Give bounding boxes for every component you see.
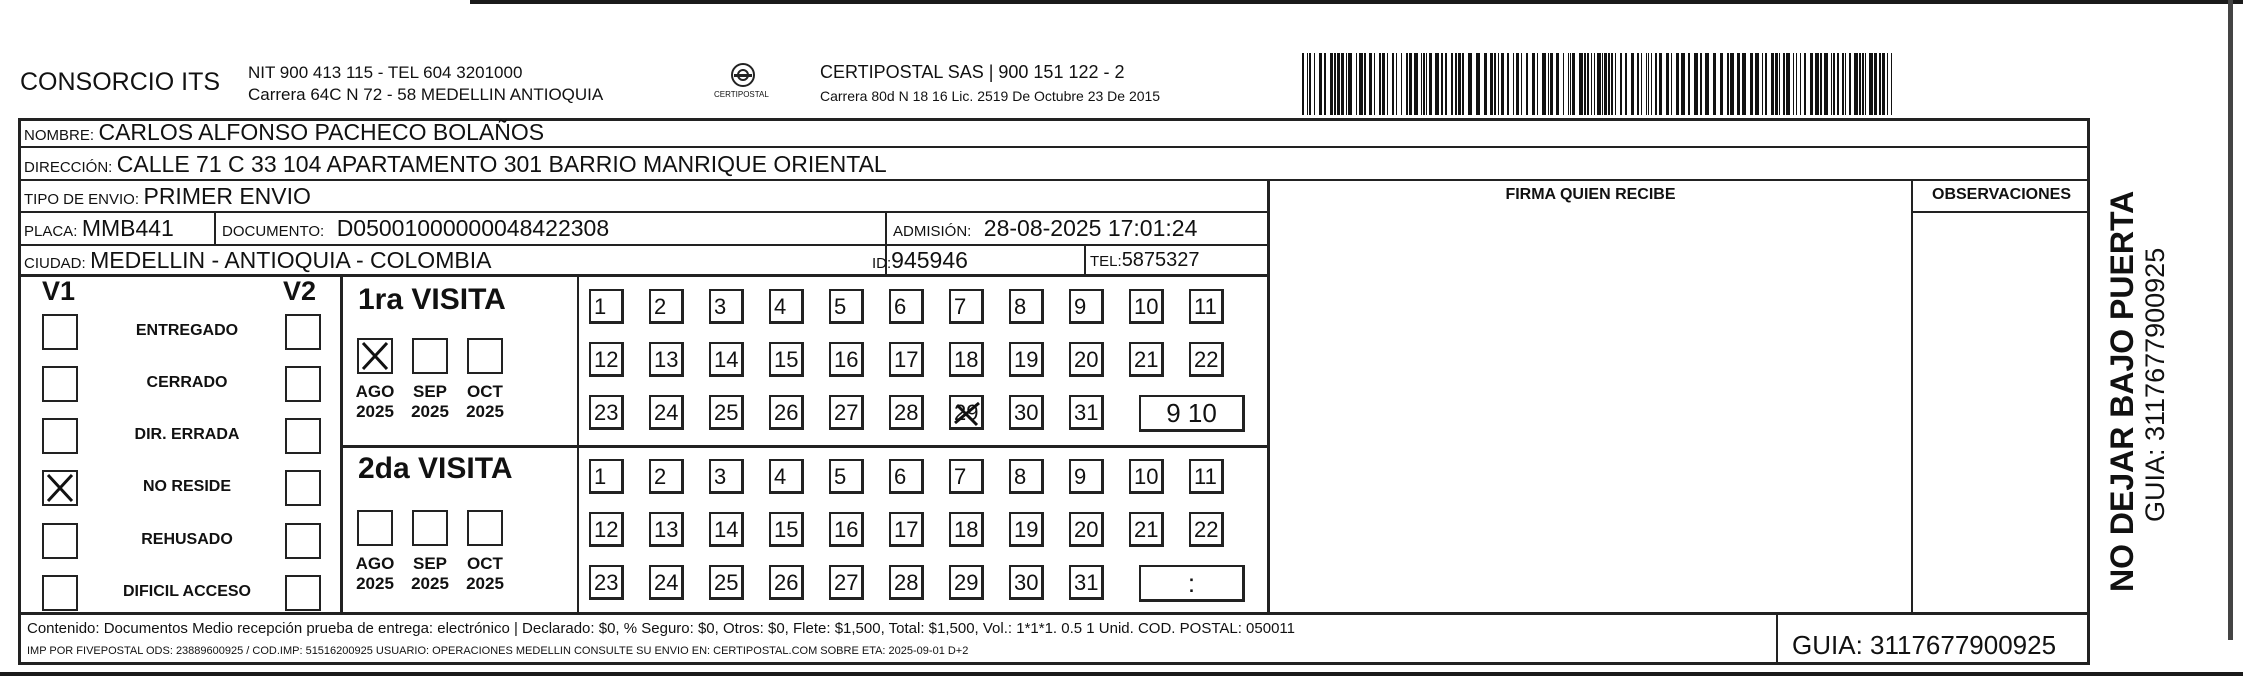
plate-label: PLACA:: [24, 223, 78, 240]
visit1-day-cell[interactable]: 4: [769, 289, 804, 324]
barcode-bar: [1730, 53, 1734, 115]
v2-checkbox[interactable]: [285, 366, 321, 402]
barcode-bar: [1521, 53, 1522, 115]
barcode-bar: [1570, 53, 1571, 115]
barcode-bar: [1455, 53, 1457, 115]
barcode-bar: [1429, 53, 1432, 115]
visit2-day-cell[interactable]: 21: [1129, 512, 1164, 547]
visit1-day-cell[interactable]: 25: [709, 395, 744, 430]
barcode-bar: [1490, 53, 1493, 115]
barcode-bar: [1637, 53, 1639, 115]
visit1-day-mark: [951, 397, 983, 434]
visit1-day-cell[interactable]: 6: [889, 289, 924, 324]
address-label: DIRECCIÓN:: [24, 159, 113, 176]
visit2-month-year: 2025: [411, 574, 449, 593]
document-label: DOCUMENTO:: [222, 223, 325, 240]
barcode-bar: [1597, 53, 1601, 115]
visit1-day-cell[interactable]: 31: [1069, 395, 1104, 430]
barcode-bar: [1631, 53, 1634, 115]
observations-header: OBSERVACIONES: [1932, 186, 2071, 203]
city-field: [24, 245, 491, 279]
barcode-bar: [1307, 53, 1308, 115]
visit2-day-cell[interactable]: 18: [949, 512, 984, 547]
barcode-bar: [1550, 53, 1553, 115]
company-nit-tel: NIT 900 413 115 - TEL 604 3201000: [248, 63, 523, 82]
footer-guide-divider: [1776, 612, 1778, 665]
visit2-month-label: AGO: [355, 554, 395, 573]
city-value: MEDELLIN - ANTIOQUIA - COLOMBIA: [90, 247, 492, 273]
visit2-day-cell[interactable]: 20: [1069, 512, 1104, 547]
barcode-bar: [1842, 53, 1844, 115]
visit1-day-cell[interactable]: 28: [889, 395, 924, 430]
visit1-month-label: OCT: [467, 382, 503, 401]
row-rule: [1912, 211, 2090, 213]
visit1-month-checkbox[interactable]: [412, 338, 448, 374]
visit2-month-checkbox[interactable]: [357, 510, 393, 546]
top-scan-edge: [470, 0, 2243, 4]
visit2-day-cell[interactable]: 31: [1069, 565, 1104, 600]
visit2-day-cell[interactable]: 6: [889, 459, 924, 494]
barcode-bar: [1324, 53, 1326, 115]
visit2-month-year: 2025: [356, 574, 394, 593]
barcode-bar: [1713, 53, 1716, 115]
barcode-bar: [1820, 53, 1822, 115]
plate-divider: [214, 211, 216, 244]
name-label: NOMBRE:: [24, 127, 95, 144]
visit2-day-cell[interactable]: 1: [589, 459, 624, 494]
visit1-day-cell[interactable]: 23: [589, 395, 624, 430]
barcode-bar: [1648, 53, 1649, 115]
barcode-bar: [1771, 53, 1774, 115]
barcode-bar: [1406, 53, 1408, 115]
tel-value: 5875327: [1121, 249, 1200, 271]
barcode-bar: [1516, 53, 1519, 115]
visit1-day-cell[interactable]: 12: [589, 342, 624, 377]
v1-checkbox[interactable]: [42, 366, 78, 402]
barcode-bar: [1374, 53, 1375, 115]
barcode-bar: [1611, 53, 1613, 115]
barcode-bar: [1688, 53, 1690, 115]
barcode-bar: [1537, 53, 1538, 115]
v2-checkbox[interactable]: [285, 470, 321, 506]
send-type-value: PRIMER ENVIO: [143, 183, 311, 209]
visit1-day-cell[interactable]: 29: [949, 395, 984, 430]
visit1-day-cell[interactable]: 27: [829, 395, 864, 430]
barcode-bar: [1382, 53, 1385, 115]
barcode-bar: [1783, 53, 1785, 115]
visit1-day-cell[interactable]: 30: [1009, 395, 1044, 430]
barcode-bar: [1604, 53, 1607, 115]
barcode-bar: [1334, 53, 1336, 115]
barcode-bar: [1620, 53, 1622, 115]
barcode-bar: [1882, 53, 1885, 115]
barcode-bar: [1476, 53, 1480, 115]
recipient-address: CALLE 71 C 33 104 APARTAMENTO 301 BARRIO MANRIQUE ORIENTAL: [116, 151, 887, 177]
barcode-bar: [1314, 53, 1315, 115]
visit2-day-cell[interactable]: 28: [889, 565, 924, 600]
visit1-day-cell[interactable]: 16: [829, 342, 864, 377]
barcode-bar: [1676, 53, 1679, 115]
barcode-bar: [1484, 53, 1487, 115]
admission-value: 28-08-2025 17:01:24: [983, 215, 1198, 241]
id-field: [872, 245, 968, 279]
barcode-bar: [1879, 53, 1881, 115]
status-option-label: REHUSADO: [141, 531, 233, 548]
visit2-day-cell[interactable]: 5: [829, 459, 864, 494]
v2-checkbox[interactable]: [285, 314, 321, 350]
visit2-day-cell[interactable]: 2: [649, 459, 684, 494]
visit2-day-cell[interactable]: 11: [1189, 459, 1224, 494]
barcode-bar: [1594, 53, 1595, 115]
barcode-bar: [1501, 53, 1504, 115]
visit2-day-cell[interactable]: 29: [949, 565, 984, 600]
v2-label: V2: [283, 276, 317, 306]
barcode-bar: [1666, 53, 1669, 115]
visit1-day-cell[interactable]: 24: [649, 395, 684, 430]
barcode-bar: [1720, 53, 1723, 115]
barcode-bar: [1556, 53, 1559, 115]
barcode-bar: [1762, 53, 1763, 115]
barcode-bar: [1462, 53, 1464, 115]
certipostal-logo: [708, 58, 778, 104]
barcode-bar: [1572, 53, 1575, 115]
tracking-barcode: [1302, 53, 1895, 115]
barcode-bar: [1641, 53, 1642, 115]
barcode-bar: [1705, 53, 1709, 115]
visit2-day-cell[interactable]: 23: [589, 565, 624, 600]
visit2-day-cell[interactable]: 9: [1069, 459, 1104, 494]
document-value: D05001000000048422308: [336, 215, 610, 241]
visit1-month-label: SEP: [412, 382, 448, 401]
barcode-bar: [1681, 53, 1685, 115]
visit1-day-cell[interactable]: 14: [709, 342, 744, 377]
visit1-day-cell[interactable]: 7: [949, 289, 984, 324]
logo-text: CERTIPOSTAL: [714, 90, 769, 99]
visit1-day-cell[interactable]: 22: [1189, 342, 1224, 377]
visit2-day-cell[interactable]: 30: [1009, 565, 1044, 600]
footer-content: Contenido: Documentos Medio recepción prueba de entrega: electrónico | Declarado: $0, % Seguro: $0, Otros: $0, Flete: $1,500, Total: $1,500, Vol.: 1*1*1. 0.5 1 Unid. COD. POSTAL: 050011: [27, 620, 1295, 637]
barcode-bar: [1548, 53, 1549, 115]
barcode-bar: [1414, 53, 1418, 115]
visit2-day-cell[interactable]: 27: [829, 565, 864, 600]
barcode-bar: [1507, 53, 1509, 115]
visit2-day-cell[interactable]: 22: [1189, 512, 1224, 547]
barcode-bar: [1458, 53, 1461, 115]
visit1-day-cell[interactable]: 5: [829, 289, 864, 324]
barcode-bar: [1364, 53, 1366, 115]
visit1-day-cell[interactable]: 21: [1129, 342, 1164, 377]
visit2-day-cell[interactable]: 12: [589, 512, 624, 547]
carrier-address: Carrera 80d N 18 16 Lic. 2519 De Octubre 23 De 2015: [820, 88, 1161, 104]
v1-checkbox[interactable]: [42, 523, 78, 559]
v1-checkbox[interactable]: [42, 470, 78, 506]
recipient-name: CARLOS ALFONSO PACHECO BOLAÑOS: [98, 119, 545, 145]
barcode-bar: [1341, 53, 1344, 115]
status-option-label: NO RESIDE: [142, 478, 231, 495]
barcode-bar: [1775, 53, 1778, 115]
visit2-day-cell[interactable]: 16: [829, 512, 864, 547]
visit2-day-cell[interactable]: 19: [1009, 512, 1044, 547]
barcode-bar: [1369, 53, 1372, 115]
visit1-month-checkbox[interactable]: [467, 338, 503, 374]
visit1-month-label: AGO: [355, 382, 395, 401]
v1-checkbox[interactable]: [42, 575, 78, 611]
name-row: [24, 118, 544, 150]
barcode-bar: [1568, 53, 1569, 115]
barcode-bar: [1302, 53, 1304, 115]
status-option-label: DIR. ERRADA: [134, 426, 240, 443]
barcode-bar: [1727, 53, 1729, 115]
barcode-bar: [1671, 53, 1672, 115]
barcode-bar: [1869, 53, 1873, 115]
barcode-bar: [1765, 53, 1767, 115]
visit1-day-cell[interactable]: 15: [769, 342, 804, 377]
visit1-day-cell[interactable]: 2: [649, 289, 684, 324]
barcode-bar: [1309, 53, 1311, 115]
v1-checkbox[interactable]: [42, 418, 78, 454]
barcode-bar: [1435, 53, 1439, 115]
barcode-bar: [1579, 53, 1583, 115]
status-option-label: ENTREGADO: [135, 322, 239, 339]
barcode-bar: [1348, 53, 1352, 115]
visit2-day-cell[interactable]: 24: [649, 565, 684, 600]
barcode-bar: [1845, 53, 1846, 115]
barcode-bar: [1591, 53, 1592, 115]
barcode-bar: [1804, 53, 1806, 115]
barcode-bar: [1563, 53, 1564, 115]
status-option-label: DIFICIL ACCESO: [122, 583, 251, 600]
barcode-bar: [1526, 53, 1528, 115]
barcode-bar: [1584, 53, 1586, 115]
city-label: CIUDAD:: [24, 255, 86, 272]
visit2-day-cell[interactable]: 26: [769, 565, 804, 600]
barcode-bar: [1359, 53, 1363, 115]
visit1-day-cell[interactable]: 17: [889, 342, 924, 377]
barcode-bar: [1451, 53, 1453, 115]
visit2-day-cell[interactable]: 17: [889, 512, 924, 547]
barcode-bar: [1330, 53, 1333, 115]
company-address: Carrera 64C N 72 - 58 MEDELLIN ANTIOQUIA: [248, 85, 604, 104]
barcode-bar: [1615, 53, 1616, 115]
visit2-day-cell[interactable]: 15: [769, 512, 804, 547]
signature-header: FIRMA QUIEN RECIBE: [1505, 186, 1676, 203]
carrier-info: CERTIPOSTAL SAS | 900 151 122 - 2: [820, 62, 1125, 82]
barcode-bar: [1441, 53, 1443, 115]
visit2-month-label: SEP: [412, 554, 448, 573]
tel-field: [1090, 245, 1200, 277]
visit2-month-checkbox[interactable]: [412, 510, 448, 546]
send-type-label: TIPO DE ENVIO:: [24, 191, 140, 208]
barcode-bar: [1587, 53, 1589, 115]
barcode-bar: [1694, 53, 1698, 115]
barcode-bar: [1421, 53, 1422, 115]
barcode-bar: [1824, 53, 1828, 115]
barcode-bar: [1815, 53, 1819, 115]
admission-field: [893, 213, 1197, 247]
barcode-bar: [1849, 53, 1851, 115]
barcode-bar: [1737, 53, 1740, 115]
visit1-time-field[interactable]: 9 10: [1139, 395, 1245, 432]
tel-divider: [1084, 244, 1086, 274]
visit1-day-cell[interactable]: 10: [1129, 289, 1164, 324]
visit1-day-cell[interactable]: 26: [769, 395, 804, 430]
barcode-bar: [1831, 53, 1832, 115]
barcode-bar: [1659, 53, 1662, 115]
barcode-bar: [1602, 53, 1603, 115]
barcode-bar: [1337, 53, 1340, 115]
visit1-day-cell[interactable]: 19: [1009, 342, 1044, 377]
no-dejar-warning: NO DEJAR BAJO PUERTA: [2104, 190, 2140, 592]
visit1-month-year: 2025: [411, 402, 449, 421]
barcode-bar: [1625, 53, 1627, 115]
visit-divider: [340, 445, 1268, 448]
v1-label: V1: [42, 276, 76, 306]
visit1-day-cell[interactable]: 8: [1009, 289, 1044, 324]
barcode-bar: [1800, 53, 1801, 115]
barcode-bar: [1810, 53, 1813, 115]
plate-field: [24, 213, 174, 247]
barcode-bar: [1401, 53, 1402, 115]
visit1-day-cell[interactable]: 9: [1069, 289, 1104, 324]
right-scan-edge: [2228, 0, 2233, 640]
visit2-day-cell[interactable]: 25: [709, 565, 744, 600]
visit2-title: 2da VISITA: [358, 452, 513, 485]
barcode-bar: [1750, 53, 1753, 115]
barcode-bar: [1498, 53, 1499, 115]
footer-rule: [18, 612, 2090, 615]
barcode-bar: [1833, 53, 1835, 115]
barcode-bar: [1494, 53, 1496, 115]
visit2-month-checkbox[interactable]: [467, 510, 503, 546]
visit2-day-cell[interactable]: 3: [709, 459, 744, 494]
barcode-bar: [1796, 53, 1797, 115]
barcode-bar: [1426, 53, 1427, 115]
side-guide-number: GUIA: 3117677900925: [2140, 247, 2170, 522]
visit1-month-checkbox[interactable]: [357, 338, 393, 374]
barcode-bar: [1859, 53, 1861, 115]
barcode-bar: [1608, 53, 1610, 115]
visit1-month-year: 2025: [356, 402, 394, 421]
barcode-bar: [1513, 53, 1514, 115]
tel-label: TEL:: [1090, 253, 1122, 270]
barcode-bar: [1786, 53, 1790, 115]
barcode-bar: [1874, 53, 1877, 115]
visit2-month-label: OCT: [467, 554, 503, 573]
address-row: [24, 149, 887, 183]
status-option-label: CERRADO: [146, 374, 228, 391]
barcode-bar: [1793, 53, 1794, 115]
visit2-month-year: 2025: [466, 574, 504, 593]
barcode-bar: [1468, 53, 1472, 115]
visit2-day-cell[interactable]: 13: [649, 512, 684, 547]
admission-label: ADMISIÓN:: [893, 223, 972, 240]
visit2-day-cell[interactable]: 7: [949, 459, 984, 494]
barcode-bar: [1700, 53, 1702, 115]
v2-checkbox[interactable]: [285, 523, 321, 559]
barcode-bar: [1651, 53, 1652, 115]
barcode-bar: [1854, 53, 1858, 115]
signature-divider: [1267, 179, 1270, 613]
barcode-bar: [1542, 53, 1546, 115]
barcode-bar: [1646, 53, 1647, 115]
barcode-bar: [1387, 53, 1388, 115]
v1-checkbox[interactable]: [42, 314, 78, 350]
barcode-bar: [1655, 53, 1657, 115]
visit2-day-cell[interactable]: 10: [1129, 459, 1164, 494]
barcode-bar: [1423, 53, 1425, 115]
document-field: [222, 213, 609, 247]
visit1-day-cell[interactable]: 20: [1069, 342, 1104, 377]
id-label: ID:: [872, 255, 892, 272]
observations-divider: [1911, 179, 1913, 613]
company-name: CONSORCIO ITS: [20, 68, 221, 96]
visit1-day-cell[interactable]: 1: [589, 289, 624, 324]
barcode-bar: [1862, 53, 1864, 115]
send-type-row: [24, 181, 311, 215]
barcode-bar: [1445, 53, 1447, 115]
barcode-bar: [1409, 53, 1412, 115]
barcode-bar: [1346, 53, 1347, 115]
plate-value: MMB441: [81, 215, 174, 241]
barcode-bar: [1779, 53, 1780, 115]
v2-checkbox[interactable]: [285, 418, 321, 454]
barcode-bar: [1865, 53, 1866, 115]
visit1-day-cell[interactable]: 13: [649, 342, 684, 377]
footer-guide-number: GUIA: 3117677900925: [1792, 630, 2057, 660]
barcode-bar: [1532, 53, 1535, 115]
visit1-month-year: 2025: [466, 402, 504, 421]
visit2-time-field[interactable]: :: [1139, 565, 1245, 602]
visit2-day-cell[interactable]: 4: [769, 459, 804, 494]
visit1-title: 1ra VISITA: [358, 283, 506, 316]
id-value: 945946: [891, 247, 968, 273]
bottom-scan-edge: [0, 672, 2243, 676]
visit1-day-cell[interactable]: 11: [1189, 289, 1224, 324]
barcode-bar: [1319, 53, 1322, 115]
barcode-bar: [1396, 53, 1397, 115]
footer-imp-info: IMP POR FIVEPOSTAL ODS: 23889600925 / COD.IMP: 51516200925 USUARIO: OPERACIONES MEDELLIN CONSULTE SU ENVIO EN: CERTIPOSTAL.COM SOBRE ETA: 2025-09-01 D+2: [27, 645, 969, 657]
visit2-day-cell[interactable]: 8: [1009, 459, 1044, 494]
v2-checkbox[interactable]: [285, 575, 321, 611]
barcode-bar: [1755, 53, 1759, 115]
barcode-bar: [1392, 53, 1394, 115]
barcode-bar: [1887, 53, 1888, 115]
barcode-bar: [1379, 53, 1381, 115]
visit2-day-cell[interactable]: 14: [709, 512, 744, 547]
barcode-bar: [1742, 53, 1746, 115]
barcode-bar: [1356, 53, 1357, 115]
visit1-day-cell[interactable]: 18: [949, 342, 984, 377]
visit1-day-cell[interactable]: 3: [709, 289, 744, 324]
barcode-bar: [1837, 53, 1839, 115]
barcode-bar: [1891, 53, 1892, 115]
